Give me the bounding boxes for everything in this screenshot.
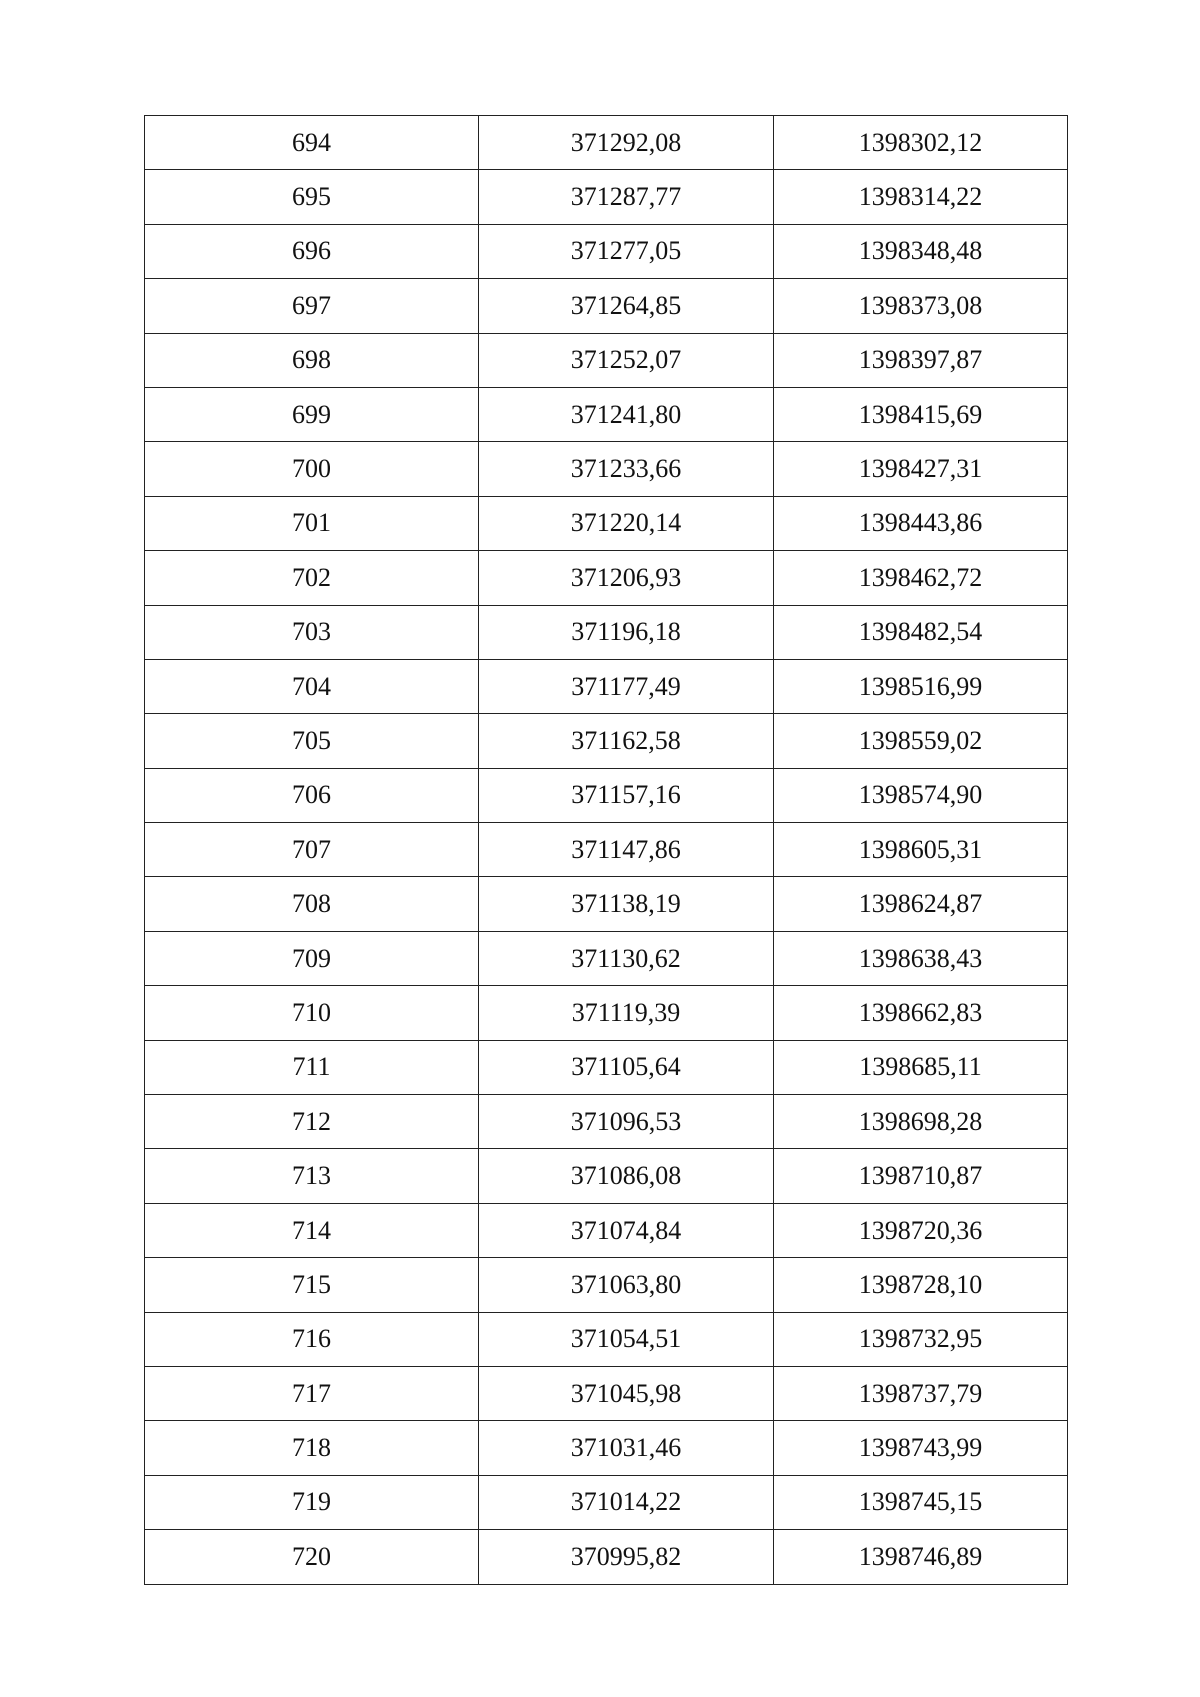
- point-number-cell: 714: [145, 1203, 479, 1257]
- y-coordinate-cell: 1398605,31: [774, 823, 1068, 877]
- table-row: [145, 1421, 1068, 1475]
- y-coordinate-cell: 1398348,48: [774, 224, 1068, 278]
- table-row: [145, 496, 1068, 550]
- y-coordinate-cell: 1398516,99: [774, 659, 1068, 713]
- y-coordinate-cell: 1398373,08: [774, 279, 1068, 333]
- table-row: [145, 768, 1068, 822]
- point-number-cell: 699: [145, 387, 479, 441]
- y-coordinate-cell: 1398698,28: [774, 1095, 1068, 1149]
- x-coordinate-cell: 371130,62: [479, 931, 774, 985]
- table-row: [145, 551, 1068, 605]
- point-number-cell: 708: [145, 877, 479, 931]
- table-row: [145, 224, 1068, 278]
- x-coordinate-cell: 371096,53: [479, 1095, 774, 1149]
- point-number-cell: 701: [145, 496, 479, 550]
- x-coordinate-cell: 371119,39: [479, 986, 774, 1040]
- point-number-cell: 715: [145, 1258, 479, 1312]
- table-row: [145, 1040, 1068, 1094]
- coordinates-table-body: [145, 116, 1068, 1585]
- x-coordinate-cell: 371220,14: [479, 496, 774, 550]
- x-coordinate-cell: 370995,82: [479, 1530, 774, 1584]
- y-coordinate-cell: 1398559,02: [774, 714, 1068, 768]
- x-coordinate-cell: 371287,77: [479, 170, 774, 224]
- y-coordinate-cell: 1398743,99: [774, 1421, 1068, 1475]
- point-number-cell: 697: [145, 279, 479, 333]
- x-coordinate-cell: 371105,64: [479, 1040, 774, 1094]
- table-row: [145, 986, 1068, 1040]
- y-coordinate-cell: 1398397,87: [774, 333, 1068, 387]
- point-number-cell: 717: [145, 1366, 479, 1420]
- point-number-cell: 700: [145, 442, 479, 496]
- point-number-cell: 696: [145, 224, 479, 278]
- table-row: [145, 1258, 1068, 1312]
- x-coordinate-cell: 371063,80: [479, 1258, 774, 1312]
- x-coordinate-cell: 371054,51: [479, 1312, 774, 1366]
- y-coordinate-cell: 1398427,31: [774, 442, 1068, 496]
- y-coordinate-cell: 1398745,15: [774, 1475, 1068, 1529]
- point-number-cell: 707: [145, 823, 479, 877]
- y-coordinate-cell: 1398638,43: [774, 931, 1068, 985]
- x-coordinate-cell: 371233,66: [479, 442, 774, 496]
- x-coordinate-cell: 371147,86: [479, 823, 774, 877]
- x-coordinate-cell: 371074,84: [479, 1203, 774, 1257]
- y-coordinate-cell: 1398443,86: [774, 496, 1068, 550]
- y-coordinate-cell: 1398462,72: [774, 551, 1068, 605]
- y-coordinate-cell: 1398737,79: [774, 1366, 1068, 1420]
- table-row: [145, 1475, 1068, 1529]
- y-coordinate-cell: 1398728,10: [774, 1258, 1068, 1312]
- x-coordinate-cell: 371206,93: [479, 551, 774, 605]
- point-number-cell: 710: [145, 986, 479, 1040]
- table-row: [145, 1530, 1068, 1584]
- point-number-cell: 703: [145, 605, 479, 659]
- point-number-cell: 698: [145, 333, 479, 387]
- point-number-cell: 694: [145, 116, 479, 170]
- point-number-cell: 695: [145, 170, 479, 224]
- point-number-cell: 713: [145, 1149, 479, 1203]
- table-row: [145, 387, 1068, 441]
- point-number-cell: 716: [145, 1312, 479, 1366]
- y-coordinate-cell: 1398415,69: [774, 387, 1068, 441]
- table-row: [145, 279, 1068, 333]
- coordinates-table: [144, 115, 1068, 1585]
- x-coordinate-cell: 371162,58: [479, 714, 774, 768]
- x-coordinate-cell: 371241,80: [479, 387, 774, 441]
- x-coordinate-cell: 371031,46: [479, 1421, 774, 1475]
- y-coordinate-cell: 1398482,54: [774, 605, 1068, 659]
- point-number-cell: 704: [145, 659, 479, 713]
- x-coordinate-cell: 371138,19: [479, 877, 774, 931]
- y-coordinate-cell: 1398302,12: [774, 116, 1068, 170]
- table-row: [145, 931, 1068, 985]
- x-coordinate-cell: 371014,22: [479, 1475, 774, 1529]
- y-coordinate-cell: 1398574,90: [774, 768, 1068, 822]
- point-number-cell: 718: [145, 1421, 479, 1475]
- table-row: [145, 1366, 1068, 1420]
- y-coordinate-cell: 1398720,36: [774, 1203, 1068, 1257]
- x-coordinate-cell: 371196,18: [479, 605, 774, 659]
- x-coordinate-cell: 371086,08: [479, 1149, 774, 1203]
- y-coordinate-cell: 1398314,22: [774, 170, 1068, 224]
- table-row: [145, 714, 1068, 768]
- table-row: [145, 1203, 1068, 1257]
- point-number-cell: 719: [145, 1475, 479, 1529]
- x-coordinate-cell: 371252,07: [479, 333, 774, 387]
- table-row: [145, 659, 1068, 713]
- table-row: [145, 170, 1068, 224]
- table-row: [145, 442, 1068, 496]
- y-coordinate-cell: 1398732,95: [774, 1312, 1068, 1366]
- x-coordinate-cell: 371292,08: [479, 116, 774, 170]
- table-row: [145, 1312, 1068, 1366]
- y-coordinate-cell: 1398624,87: [774, 877, 1068, 931]
- y-coordinate-cell: 1398710,87: [774, 1149, 1068, 1203]
- table-row: [145, 333, 1068, 387]
- x-coordinate-cell: 371177,49: [479, 659, 774, 713]
- table-row: [145, 605, 1068, 659]
- point-number-cell: 706: [145, 768, 479, 822]
- table-row: [145, 877, 1068, 931]
- y-coordinate-cell: 1398685,11: [774, 1040, 1068, 1094]
- x-coordinate-cell: 371277,05: [479, 224, 774, 278]
- point-number-cell: 712: [145, 1095, 479, 1149]
- table-row: [145, 1095, 1068, 1149]
- point-number-cell: 720: [145, 1530, 479, 1584]
- table-row: [145, 116, 1068, 170]
- table-row: [145, 823, 1068, 877]
- x-coordinate-cell: 371045,98: [479, 1366, 774, 1420]
- y-coordinate-cell: 1398662,83: [774, 986, 1068, 1040]
- point-number-cell: 702: [145, 551, 479, 605]
- point-number-cell: 705: [145, 714, 479, 768]
- table-row: [145, 1149, 1068, 1203]
- x-coordinate-cell: 371157,16: [479, 768, 774, 822]
- point-number-cell: 711: [145, 1040, 479, 1094]
- x-coordinate-cell: 371264,85: [479, 279, 774, 333]
- y-coordinate-cell: 1398746,89: [774, 1530, 1068, 1584]
- point-number-cell: 709: [145, 931, 479, 985]
